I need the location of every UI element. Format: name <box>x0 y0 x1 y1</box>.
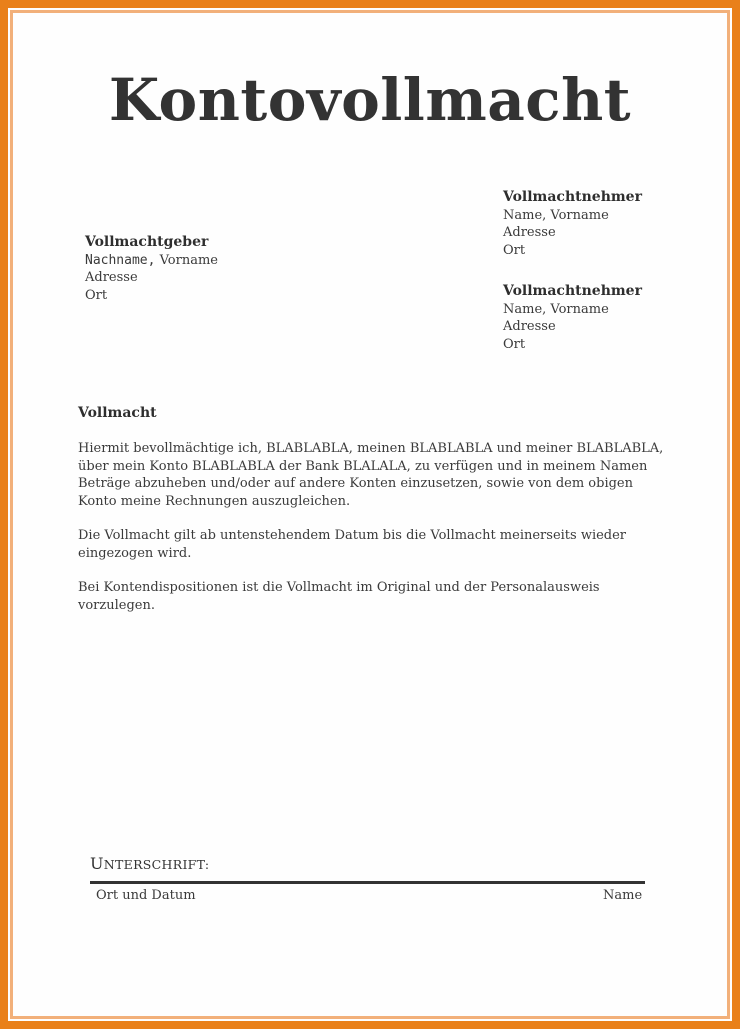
grantee-city-1: Ort <box>503 242 526 258</box>
section-heading: Vollmacht <box>78 405 157 421</box>
grantee-block-2 <box>503 283 642 353</box>
paragraph-line: über mein Konto BLABLABLA der Bank BLALALA, zu verfügen und in meinem Namen <box>78 458 648 474</box>
grantor-surname: Nachname, <box>85 252 156 268</box>
grantor-name-line <box>85 252 218 270</box>
name-caption: Name <box>603 888 643 903</box>
grantor-address: Adresse <box>85 270 138 285</box>
paragraph-line: Konto meine Rechnungen auszugleichen. <box>78 493 351 509</box>
paragraph-line: Die Vollmacht gilt ab untenstehendem Datum bis die Vollmacht meinerseits wieder <box>78 528 627 543</box>
grantor-block <box>85 234 218 304</box>
signature-label-initial: U <box>90 854 104 873</box>
paragraph-line: vorzulegen. <box>78 597 155 613</box>
grantee-address-1: Adresse <box>503 225 556 240</box>
grantee-address-2: Adresse <box>503 319 556 334</box>
paragraph-line: Bei Kontendispositionen ist die Vollmacht im Original und der Personalausweis <box>78 580 600 595</box>
paragraph-validity <box>78 527 678 562</box>
paragraph-line: Beträge abzuheben und/oder auf andere Konten einzusetzen, sowie von dem obigen <box>78 476 633 491</box>
power-of-attorney-section <box>78 405 678 631</box>
paragraph-line: Hiermit bevollmächtige ich, BLABLABLA, meinen BLABLABLA und meiner BLABLABLA, <box>78 441 664 456</box>
paragraph-authorization <box>78 440 678 510</box>
grantee-heading-2: Vollmachtnehmer <box>503 283 642 299</box>
grantee-city-2: Ort <box>503 336 526 352</box>
grantee-block-1 <box>503 189 642 259</box>
grantor-city: Ort <box>85 287 108 303</box>
signature-label-rest: NTERSCHRIFT: <box>103 857 210 872</box>
signature-label <box>90 854 209 873</box>
grantee-heading-1: Vollmachtnehmer <box>503 189 642 205</box>
paragraph-presentation <box>78 579 678 614</box>
grantor-firstname: Vorname <box>155 252 218 268</box>
grantor-heading: Vollmachtgeber <box>85 234 209 250</box>
grantee-name-2: Name, Vorname <box>503 301 609 317</box>
paragraph-line: eingezogen wird. <box>78 545 192 561</box>
grantee-name-1: Name, Vorname <box>503 207 609 223</box>
signature-line <box>90 881 645 884</box>
document-title: Kontovollmacht <box>108 66 632 134</box>
place-date-caption: Ort und Datum <box>96 888 196 903</box>
